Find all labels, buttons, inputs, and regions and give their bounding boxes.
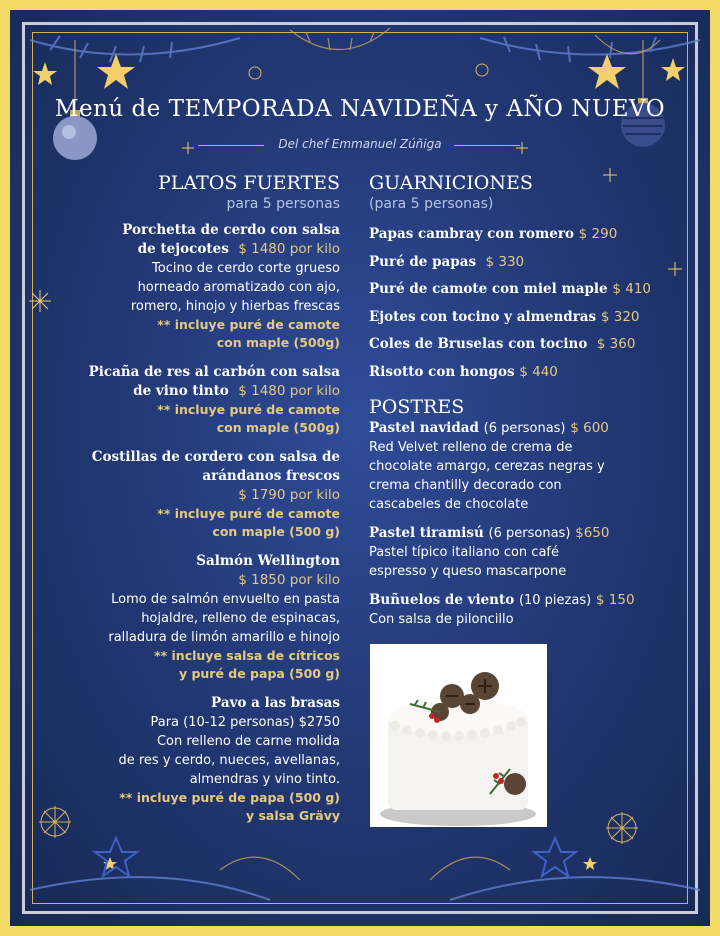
dish-name: Pavo a las brasas bbox=[211, 695, 340, 711]
dessert-price: $ 150 bbox=[595, 592, 635, 608]
side-item bbox=[369, 304, 669, 332]
dish-note: con maple (500g) bbox=[216, 335, 340, 350]
side-price: $ 330 bbox=[485, 253, 525, 270]
section-heading: PLATOS FUERTES bbox=[158, 172, 340, 194]
dish-note: ** incluye puré de camote bbox=[157, 506, 340, 521]
page-title: Menú de TEMPORADA NAVIDEÑA y AÑO NUEVO bbox=[54, 96, 666, 122]
dish-item bbox=[42, 221, 340, 352]
divider-line bbox=[454, 145, 520, 146]
dessert-qty: (6 personas) bbox=[483, 421, 566, 436]
dish-name-line bbox=[42, 240, 340, 259]
dessert-item bbox=[369, 591, 669, 629]
dessert-item bbox=[369, 419, 669, 514]
dish-description: romero, hinojo y hierbas frescas bbox=[130, 299, 340, 314]
dessert-description: Pastel típico italiano con café bbox=[369, 545, 559, 560]
dessert-title-line bbox=[369, 591, 669, 610]
dessert-title-line bbox=[369, 524, 669, 543]
side-price: $ 440 bbox=[519, 363, 558, 380]
side-name: Puré de papas bbox=[369, 253, 477, 270]
chef-subtitle: Del chef Emmanuel Zúñiga bbox=[278, 137, 442, 151]
dish-name: de tejocotes bbox=[137, 241, 229, 257]
section-heading: GUARNICIONES bbox=[369, 172, 533, 194]
dessert-qty: (6 personas) bbox=[488, 526, 571, 541]
side-name: Risotto con hongos bbox=[369, 363, 515, 380]
dish-description: de res y cerdo, nueces, avellanas, bbox=[118, 753, 340, 768]
side-price: $ 320 bbox=[600, 308, 640, 325]
dish-price: Para (10-12 personas) $2750 bbox=[150, 715, 340, 730]
dish-note: ** incluye puré de papa (500 g) bbox=[119, 790, 340, 805]
dish-price: $ 1480 por kilo bbox=[238, 241, 340, 257]
guarniciones-section bbox=[369, 172, 669, 639]
side-price: $ 410 bbox=[612, 281, 651, 297]
dish-note: ** incluye puré de camote bbox=[157, 317, 340, 332]
dish-price: $ 1790 por kilo bbox=[238, 487, 340, 503]
dessert-description: Red Velvet relleno de crema de bbox=[369, 440, 573, 455]
dish-note: y salsa Grävy bbox=[245, 808, 340, 823]
subtitle-row bbox=[10, 137, 710, 155]
side-price: $ 360 bbox=[596, 336, 636, 352]
cake-illustration bbox=[370, 644, 547, 827]
section-subheading: para 5 personas bbox=[226, 196, 340, 212]
side-item bbox=[369, 249, 669, 277]
side-item bbox=[369, 221, 669, 249]
dish-description: Con relleno de carne molida bbox=[156, 734, 340, 749]
dish-description: Tocino de cerdo corte grueso bbox=[152, 261, 340, 276]
dessert-description: cascabeles de chocolate bbox=[369, 497, 529, 512]
dish-description: Lomo de salmón envuelto en pasta bbox=[111, 592, 340, 607]
section-subheading: (para 5 personas) bbox=[369, 196, 494, 212]
side-name: Coles de Bruselas con tocino bbox=[369, 336, 588, 352]
side-item bbox=[369, 331, 669, 359]
dish-price: $ 1480 por kilo bbox=[238, 383, 340, 399]
menu-page bbox=[10, 10, 710, 926]
dessert-price: $ 600 bbox=[570, 420, 609, 436]
dessert-description: chocolate amargo, cerezas negras y bbox=[369, 459, 605, 474]
dish-name: de vino tinto bbox=[133, 383, 229, 399]
platos-fuertes-section bbox=[42, 172, 340, 836]
dessert-name: Pastel navidad bbox=[369, 420, 479, 436]
dessert-title-line bbox=[369, 419, 669, 438]
dish-description: ralladura de limón amarillo e hinojo bbox=[108, 630, 340, 645]
dish-item bbox=[42, 694, 340, 825]
dish-note: con maple (500g) bbox=[216, 420, 340, 435]
dish-note: y puré de papa (500 g) bbox=[178, 666, 340, 681]
dish-description: horneado aromatizado con ajo, bbox=[137, 280, 340, 295]
dish-description: hojaldre, relleno de espinacas, bbox=[141, 611, 340, 626]
dessert-name: Pastel tiramisú bbox=[369, 525, 484, 541]
postres-heading: POSTRES bbox=[369, 396, 465, 418]
dish-item bbox=[42, 552, 340, 683]
dessert-name: Buñuelos de viento bbox=[369, 592, 515, 608]
dessert-description: Con salsa de piloncillo bbox=[369, 612, 514, 627]
side-item bbox=[369, 276, 669, 304]
side-price: $ 290 bbox=[578, 226, 618, 242]
dessert-description: crema chantilly decorado con bbox=[369, 478, 562, 493]
dessert-description: espresso y queso mascarpone bbox=[369, 564, 567, 579]
dish-note: ** incluye puré de camote bbox=[157, 402, 340, 417]
side-name: Papas cambray con romero bbox=[369, 226, 574, 242]
dish-description: almendras y vino tinto. bbox=[189, 772, 340, 787]
dish-name: Porchetta de cerdo con salsa bbox=[122, 222, 340, 238]
dish-note: con maple (500 g) bbox=[212, 524, 340, 539]
side-item bbox=[369, 359, 669, 387]
outline-star-icon bbox=[95, 838, 576, 876]
dish-note: ** incluye salsa de cítricos bbox=[154, 648, 340, 663]
dish-item bbox=[42, 448, 340, 541]
dish-name: arándanos frescos bbox=[202, 468, 340, 484]
dish-name-line bbox=[42, 382, 340, 401]
side-name: Puré de camote con miel maple bbox=[369, 281, 608, 297]
dish-name: Picaña de res al carbón con salsa bbox=[88, 364, 340, 380]
dessert-price: $650 bbox=[575, 525, 610, 541]
dish-price: $ 1850 por kilo bbox=[238, 572, 340, 588]
cake-photo bbox=[370, 644, 547, 827]
side-name: Ejotes con tocino y almendras bbox=[369, 308, 597, 325]
dessert-qty: (10 piezas) bbox=[518, 593, 592, 608]
dish-name: Costillas de cordero con salsa de bbox=[91, 449, 340, 465]
dish-item bbox=[42, 363, 340, 437]
dessert-item bbox=[369, 524, 669, 581]
dish-name: Salmón Wellington bbox=[196, 553, 340, 569]
